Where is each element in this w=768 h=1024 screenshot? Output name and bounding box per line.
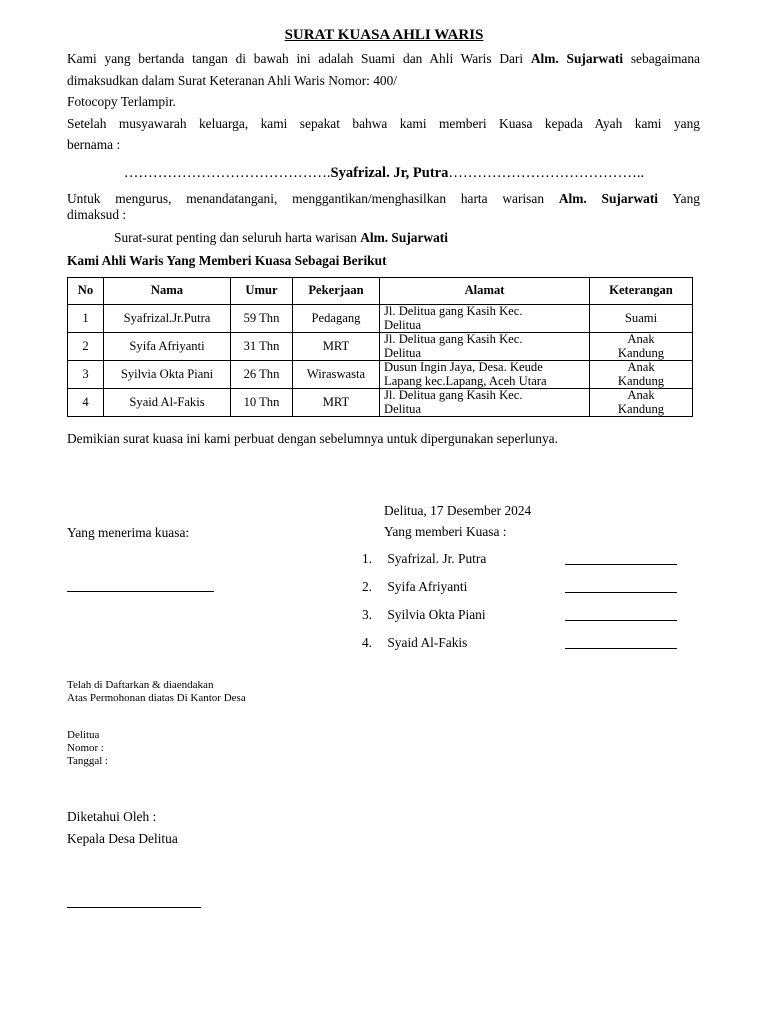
cell-umur: 31 Thn [231, 333, 293, 361]
alamat-line: Jl. Delitua gang Kasih Kec. [384, 332, 523, 346]
keterangan-line: Kandung [617, 345, 665, 360]
attorney-name-line [0, 165, 768, 182]
intro-text: Kami yang bertanda tangan di bawah ini adalah Suami dan Ahli Waris Dari [67, 51, 524, 66]
cell-no: 4 [68, 389, 104, 417]
giver-signature-line [565, 648, 677, 649]
header-alamat: Alamat [380, 278, 590, 305]
cell-keterangan [590, 305, 693, 333]
cell-alamat [380, 333, 590, 361]
deceased-name: Alm. Sujarwati [558, 191, 659, 206]
purpose-text: Yang [672, 191, 700, 206]
registration-number: Nomor : [67, 742, 104, 754]
header-pekerjaan: Pekerjaan [293, 278, 380, 305]
registration-place: Delitua [67, 729, 100, 741]
closing-statement: Demikian surat kuasa ini kami perbuat dengan sebelumnya untuk dipergunakan seperlunya. [67, 431, 558, 446]
agreement-line-2: bernama : [67, 137, 121, 152]
giver-name: Syafrizal. Jr. Putra [387, 551, 487, 566]
giver-name: Syifa Afriyanti [387, 579, 468, 594]
cell-nama: Syaid Al-Fakis [104, 389, 231, 417]
purpose-line-2: dimaksud : [67, 207, 127, 222]
keterangan-line: Suami [624, 310, 658, 325]
alamat-line: Jl. Delitua gang Kasih Kec. [384, 304, 523, 318]
giver-number: 4. [361, 635, 372, 650]
alamat-line: Dusun Ingin Jaya, Desa. Keude [384, 360, 543, 374]
cell-keterangan [590, 361, 693, 389]
table-heading: Kami Ahli Waris Yang Memberi Kuasa Sebagai Berikut [67, 253, 387, 268]
giver-signature-line [565, 592, 677, 593]
header-keterangan: Keterangan [590, 278, 693, 305]
alamat-line: Delitua [384, 401, 422, 416]
acknowledged-label: Diketahui Oleh : [67, 809, 157, 824]
village-head-signature-line [67, 907, 201, 908]
document-title: SURAT KUASA AHLI WARIS [284, 27, 484, 43]
cell-pekerjaan: Pedagang [293, 305, 380, 333]
cell-umur: 59 Thn [231, 305, 293, 333]
dots: ……………………………………. [123, 165, 331, 181]
cell-pekerjaan: MRT [293, 389, 380, 417]
giver-item [358, 551, 486, 567]
cell-nama: Syafrizal.Jr.Putra [104, 305, 231, 333]
agreement-line-1 [67, 116, 700, 132]
giver-signature-line [565, 620, 677, 621]
cell-no: 2 [68, 333, 104, 361]
giver-name: Syilvia Okta Piani [387, 607, 486, 622]
registration-line-1: Telah di Daftarkan & diaendakan [67, 679, 214, 691]
table-row [68, 389, 693, 417]
object-text: Surat-surat penting dan seluruh harta warisan [114, 230, 357, 245]
cell-no: 3 [68, 361, 104, 389]
table-row [68, 333, 693, 361]
receiver-signature-line [67, 591, 214, 592]
intro-line-2: dimaksudkan dalam Surat Keteranan Ahli Waris Nomor: 400/ [67, 73, 398, 88]
purpose-object [114, 230, 448, 246]
cell-nama: Syifa Afriyanti [104, 333, 231, 361]
keterangan-line: Kandung [617, 373, 665, 388]
header-umur: Umur [231, 278, 293, 305]
cell-umur: 10 Thn [231, 389, 293, 417]
giver-signature-line [565, 564, 677, 565]
dots: ………………………………….. [448, 165, 645, 181]
giver-item [358, 607, 486, 623]
purpose-line-1 [67, 191, 700, 207]
receiver-label: Yang menerima kuasa: [67, 525, 190, 540]
cell-pekerjaan: Wiraswasta [293, 361, 380, 389]
intro-line-1 [67, 51, 700, 67]
alamat-line: Delitua [384, 317, 422, 332]
cell-nama: Syilvia Okta Piani [104, 361, 231, 389]
giver-number: 3. [361, 607, 372, 622]
giver-item [358, 579, 467, 595]
purpose-text: Untuk mengurus, menandatangani, menggantikan/menghasilkan harta warisan [67, 191, 545, 206]
header-nama: Nama [104, 278, 231, 305]
cell-alamat [380, 361, 590, 389]
keterangan-line: Kandung [617, 401, 665, 416]
keterangan-line: Anak [627, 388, 655, 402]
giver-item [358, 635, 467, 651]
place-date: Delitua, 17 Desember 2024 [384, 503, 532, 518]
giver-label: Yang memberi Kuasa : [384, 524, 507, 539]
agreement-text: Setelah musyawarah keluarga, kami sepakat bahwa kami memberi Kuasa kepada Ayah kami yang [67, 116, 700, 131]
alamat-line: Jl. Delitua gang Kasih Kec. [384, 388, 523, 402]
cell-keterangan [590, 333, 693, 361]
registration-line-2: Atas Permohonan diatas Di Kantor Desa [67, 692, 246, 704]
cell-pekerjaan: MRT [293, 333, 380, 361]
keterangan-line: Anak [627, 332, 655, 346]
table-row [68, 305, 693, 333]
giver-number: 1. [361, 551, 372, 566]
cell-no: 1 [68, 305, 104, 333]
alamat-line: Delitua [384, 345, 422, 360]
cell-alamat [380, 305, 590, 333]
heirs-table [67, 277, 693, 417]
registration-date: Tanggal : [67, 755, 109, 767]
giver-name: Syaid Al-Fakis [387, 635, 468, 650]
giver-number: 2. [361, 579, 372, 594]
header-no: No [68, 278, 104, 305]
cell-alamat [380, 389, 590, 417]
table-row [68, 361, 693, 389]
table-header-row [68, 278, 693, 305]
keterangan-line: Anak [627, 360, 655, 374]
deceased-name: Alm. Sujarwati [360, 230, 448, 245]
attorney-name: Syafrizal. Jr, Putra [330, 165, 449, 181]
cell-keterangan [590, 389, 693, 417]
deceased-name: Alm. Sujarwati [530, 51, 624, 66]
cell-umur: 26 Thn [231, 361, 293, 389]
village-head-title: Kepala Desa Delitua [67, 831, 178, 846]
alamat-line: Lapang kec.Lapang, Aceh Utara [384, 373, 547, 388]
intro-line-3: Fotocopy Terlampir. [67, 94, 176, 109]
intro-text: sebagaimana [630, 51, 700, 66]
